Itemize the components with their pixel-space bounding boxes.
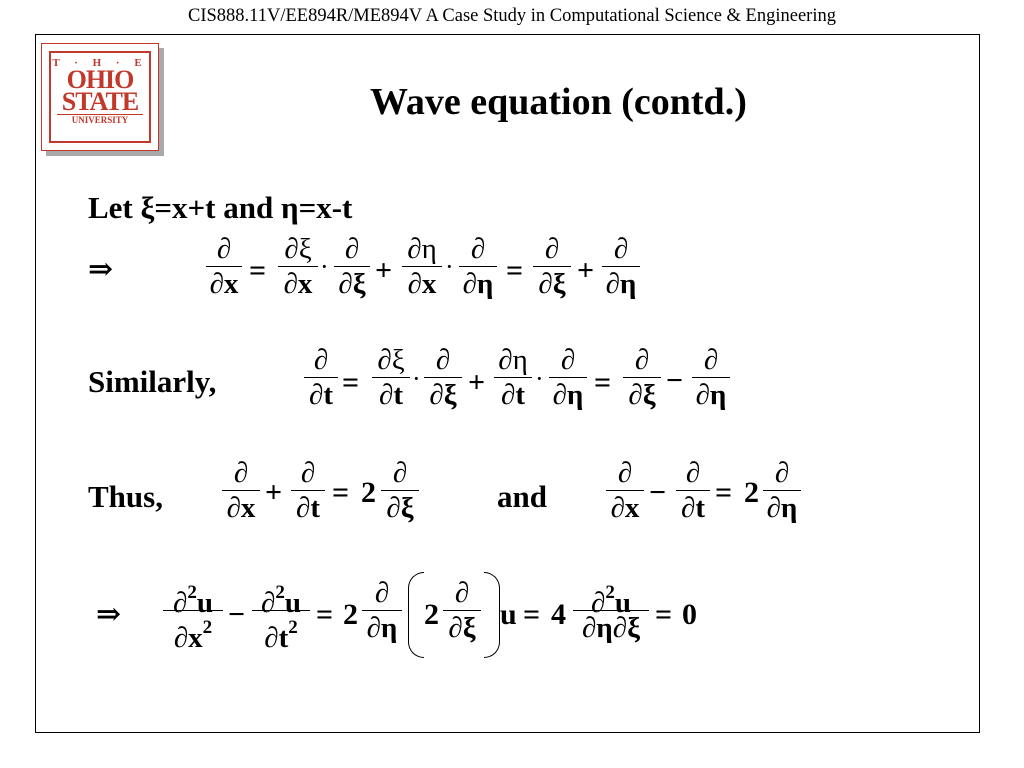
partial-symbol: ∂: [173, 587, 188, 619]
frac-num: ∂ξ: [284, 233, 312, 265]
plus-sign: +: [265, 476, 283, 509]
frac-d-deta: [692, 343, 730, 412]
frac-num: ∂: [703, 344, 719, 376]
frac-num: ∂: [544, 233, 560, 265]
frac-num: ∂: [313, 344, 329, 376]
label-and: and: [497, 479, 547, 514]
left-paren: [408, 572, 424, 658]
multiply-dot: ·: [412, 364, 421, 393]
frac-den: ∂t: [309, 379, 333, 411]
frac-d-deta: [602, 232, 640, 301]
frac-den: ∂ξ: [429, 379, 457, 411]
frac-num: ∂: [685, 457, 701, 489]
frac-den: [573, 611, 649, 645]
frac-d-dxi: [623, 343, 661, 412]
exponent-two: 2: [187, 582, 197, 603]
frac-den: ∂x: [283, 268, 313, 300]
frac-den: ∂η: [695, 379, 727, 411]
frac-d-dx: [606, 456, 644, 525]
frac-den: ∂t: [379, 379, 403, 411]
frac-dxi-dx: [278, 232, 318, 301]
frac-d-dxi: [533, 232, 571, 301]
variable-u: u: [284, 587, 301, 619]
frac-num: ∂: [613, 233, 629, 265]
frac-num: ∂: [435, 344, 451, 376]
frac-den: ∂η: [366, 612, 398, 644]
frac-den: ∂x: [209, 268, 239, 300]
frac-num: ∂: [634, 344, 650, 376]
frac-d-dxi: [443, 576, 481, 645]
partial-t: ∂t: [264, 622, 289, 654]
coefficient-two: 2: [343, 598, 358, 631]
equals-sign: =: [506, 254, 524, 287]
frac-num: ∂: [233, 457, 249, 489]
frac-num: ∂: [617, 457, 633, 489]
partial-symbol: ∂: [591, 587, 606, 619]
frac-d-dx: [222, 456, 260, 525]
frac-deta-dx: [402, 232, 442, 301]
equals-sign: =: [332, 476, 350, 509]
equals-sign: =: [249, 254, 267, 287]
frac-den: ∂ξ: [448, 612, 476, 644]
variable-u: u: [196, 587, 213, 619]
frac-den: ∂ξ: [386, 492, 414, 524]
frac-d-dxi: [334, 232, 370, 301]
label-thus: Thus,: [88, 479, 163, 514]
equals-sign: =: [655, 598, 673, 631]
frac-num: [252, 576, 310, 619]
equals-sign: =: [594, 366, 612, 399]
frac-d-deta: [362, 576, 402, 645]
frac-num: ∂: [300, 457, 316, 489]
frac-num: [163, 576, 223, 619]
coefficient-two: 2: [424, 598, 439, 631]
frac-d-dt: [304, 343, 338, 412]
frac-d2u-dt2: [252, 576, 310, 654]
let-substitution: Let ξ=x+t and η=x-t: [88, 190, 353, 225]
frac-den: ∂η: [766, 492, 798, 524]
partial-symbol: ∂: [581, 612, 597, 644]
frac-num: ∂ξ: [377, 344, 405, 376]
frac-den: ∂x: [610, 492, 640, 524]
partial-symbol: ∂: [261, 587, 276, 619]
frac-den: ∂x: [226, 492, 256, 524]
variable-u: u: [500, 598, 517, 631]
multiply-dot: ·: [320, 252, 329, 281]
logo-line-the: T · H · E: [52, 57, 148, 69]
equals-sign: =: [316, 598, 334, 631]
frac-d-dt: [291, 456, 325, 525]
frac-num: ∂: [374, 577, 390, 609]
equals-sign: =: [342, 366, 360, 399]
implies-symbol-1: ⇒: [88, 253, 114, 286]
minus-sign: −: [228, 598, 246, 631]
frac-dxi-dt: [372, 343, 410, 412]
plus-sign: +: [468, 366, 486, 399]
eta-partial-xi: η∂ξ: [596, 612, 641, 644]
coefficient-two: 2: [361, 476, 376, 509]
frac-den: ∂η: [552, 379, 584, 411]
label-similarly: Similarly,: [88, 364, 217, 399]
frac-num: ∂: [392, 457, 408, 489]
slide-header: CIS888.11V/EE894R/ME894V A Case Study in Computational Science & Engineering: [188, 6, 836, 26]
frac-num: ∂: [216, 233, 232, 265]
frac-num: ∂η: [498, 344, 528, 376]
frac-d-deta: [459, 232, 497, 301]
frac-d-dt: [676, 456, 710, 525]
ohio-state-logo: [41, 43, 159, 151]
frac-d-dx: [206, 232, 242, 301]
logo-line-university: UNIVERSITY: [57, 114, 143, 125]
coefficient-four: 4: [551, 598, 566, 631]
implies-symbol-2: ⇒: [96, 598, 122, 631]
slide-title: Wave equation (contd.): [370, 81, 747, 123]
partial-x: ∂x: [173, 622, 203, 654]
frac-den: ∂η: [605, 268, 637, 300]
frac-den: ∂t: [681, 492, 705, 524]
right-paren: [484, 572, 500, 658]
frac-d-deta: [763, 456, 801, 525]
frac-d2u-dx2: [163, 576, 223, 654]
frac-d-dxi: [381, 456, 419, 525]
frac-num: ∂: [344, 233, 360, 265]
plus-sign: +: [577, 254, 595, 287]
frac-den: ∂ξ: [538, 268, 566, 300]
frac-deta-dt: [494, 343, 532, 412]
exponent-two: 2: [605, 582, 615, 603]
frac-d2u-deta-dxi: [573, 576, 649, 645]
equals-sign: =: [523, 598, 541, 631]
frac-den: ∂ξ: [628, 379, 656, 411]
frac-den: ∂η: [462, 268, 494, 300]
exponent-two: 2: [275, 582, 285, 603]
frac-den: [163, 611, 223, 654]
frac-num: ∂η: [407, 233, 437, 265]
frac-num: ∂: [470, 233, 486, 265]
frac-d-deta: [549, 343, 587, 412]
minus-sign: −: [666, 364, 684, 397]
minus-sign: −: [649, 476, 667, 509]
frac-den: ∂x: [407, 268, 437, 300]
frac-num: ∂: [454, 577, 470, 609]
frac-num: ∂: [774, 457, 790, 489]
logo-line-ohio: OHIO: [66, 65, 134, 94]
frac-num: ∂: [560, 344, 576, 376]
exponent-two: 2: [288, 617, 298, 638]
frac-num: [573, 576, 649, 619]
multiply-dot: ·: [445, 252, 454, 281]
multiply-dot: ·: [535, 364, 544, 393]
result-zero: 0: [682, 598, 697, 631]
frac-den: ∂t: [296, 492, 320, 524]
frac-den: ∂ξ: [338, 268, 366, 300]
exponent-two: 2: [202, 617, 213, 638]
frac-d-dxi: [424, 343, 462, 412]
logo-line-state: STATE: [61, 87, 139, 116]
frac-den: ∂t: [501, 379, 525, 411]
variable-u: u: [614, 587, 631, 619]
coefficient-two: 2: [744, 476, 759, 509]
plus-sign: +: [375, 254, 393, 287]
equals-sign: =: [715, 476, 733, 509]
